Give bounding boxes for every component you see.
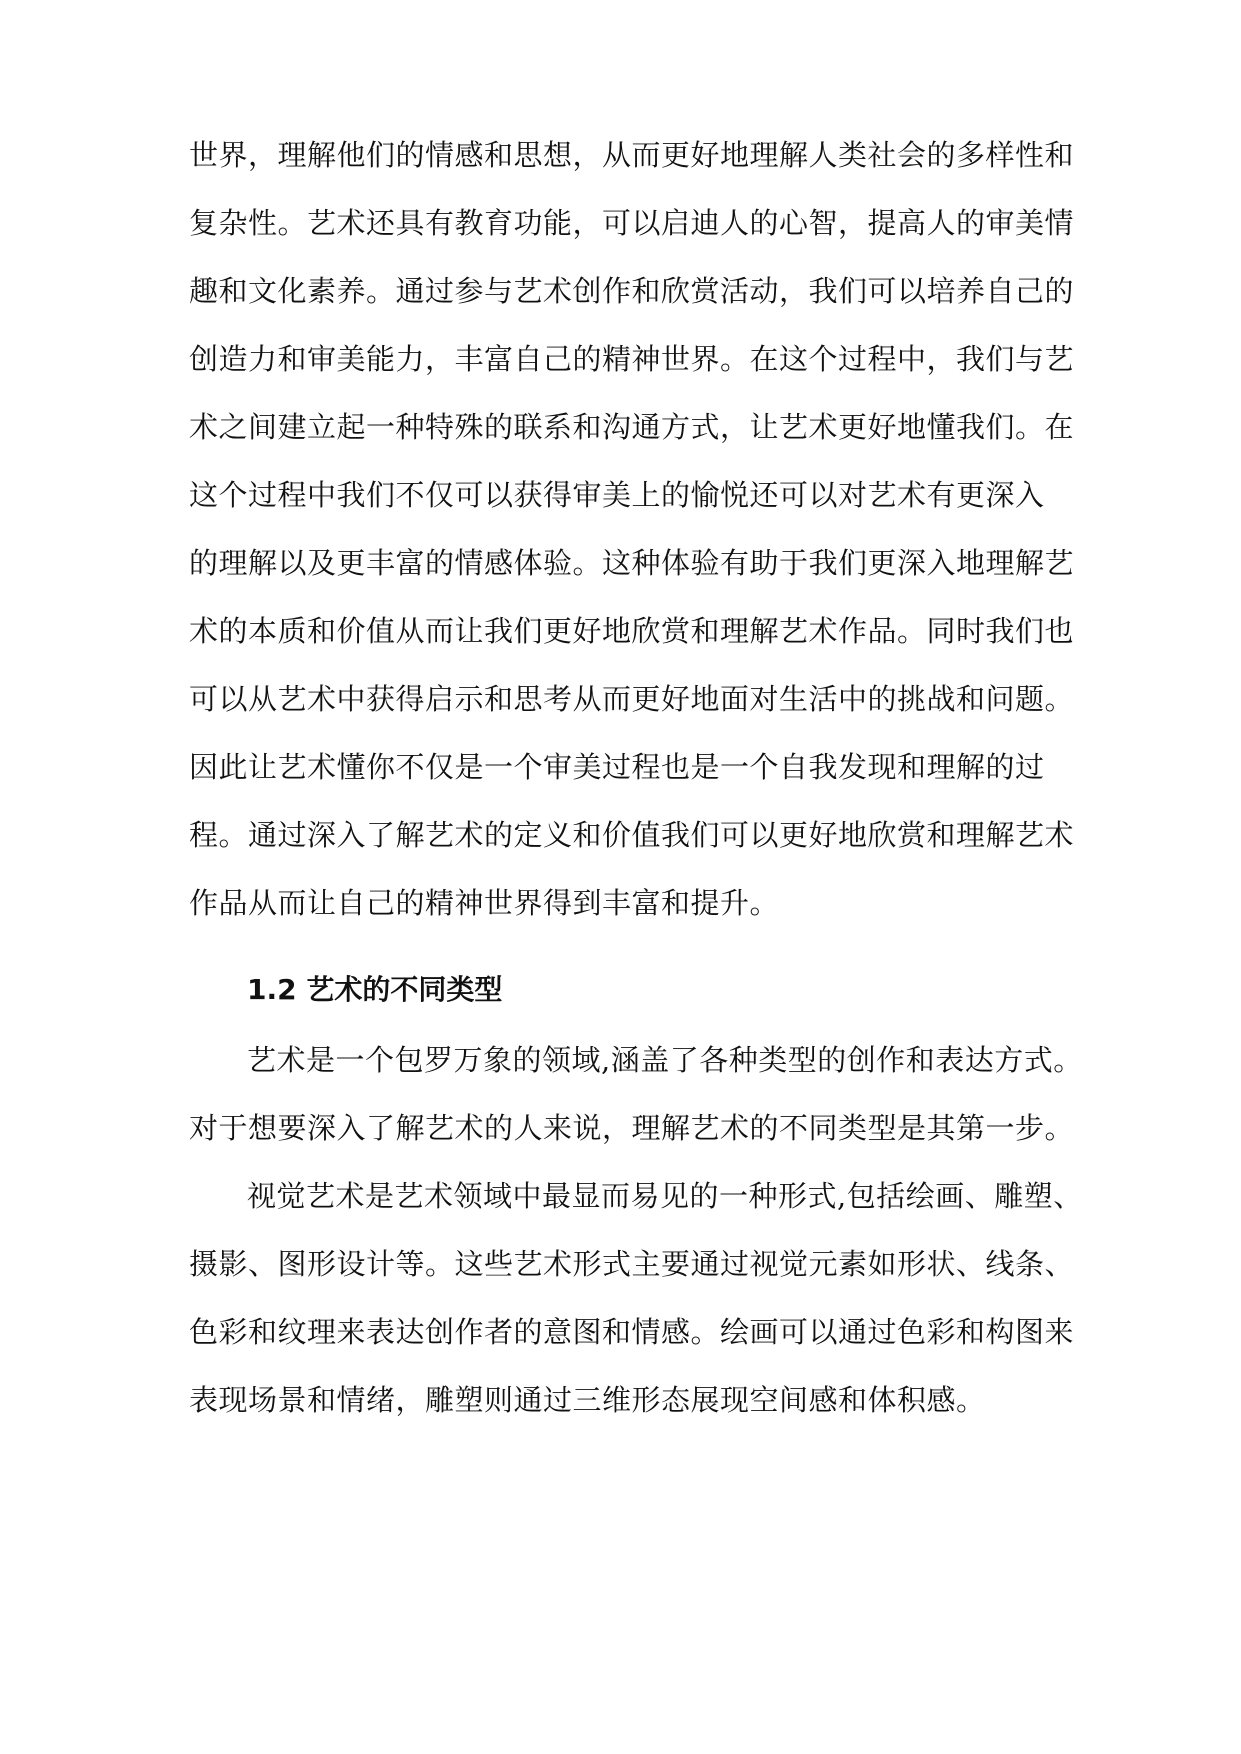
text-line: 可以从艺术中获得启示和思考从而更好地面对生活中的挑战和问题。 xyxy=(189,682,1075,716)
text-line: 趣和文化素养。通过参与艺术创作和欣赏活动，我们可以培养自己的 xyxy=(189,274,1075,308)
text-line: 复杂性。艺术还具有教育功能，可以启迪人的心智，提高人的审美情 xyxy=(189,206,1075,240)
text-line: 创造力和审美能力，丰富自己的精神世界。在这个过程中，我们与艺 xyxy=(189,342,1075,376)
text-line: 艺术是一个包罗万象的领域,涵盖了各种类型的创作和表达方式。 xyxy=(247,1043,1083,1077)
text-line: 视觉艺术是艺术领域中最显而易见的一种形式,包括绘画、雕塑、 xyxy=(247,1179,1083,1213)
text-line: 世界，理解他们的情感和思想，从而更好地理解人类社会的多样性和 xyxy=(189,138,1075,172)
text-line: 色彩和纹理来表达创作者的意图和情感。绘画可以通过色彩和构图来 xyxy=(189,1315,1075,1349)
text-line: 表现场景和情绪，雕塑则通过三维形态展现空间感和体积感。 xyxy=(189,1383,986,1417)
section-heading: 1.2 艺术的不同类型 xyxy=(247,973,503,1006)
text-line: 作品从而让自己的精神世界得到丰富和提升。 xyxy=(189,886,780,920)
text-line: 程。通过深入了解艺术的定义和价值我们可以更好地欣赏和理解艺术 xyxy=(189,818,1075,852)
text-line: 因此让艺术懂你不仅是一个审美过程也是一个自我发现和理解的过 xyxy=(189,750,1045,784)
text-line: 术之间建立起一种特殊的联系和沟通方式，让艺术更好地懂我们。在 xyxy=(189,410,1075,444)
text-line: 术的本质和价值从而让我们更好地欣赏和理解艺术作品。同时我们也 xyxy=(189,614,1075,648)
text-line: 的理解以及更丰富的情感体验。这种体验有助于我们更深入地理解艺 xyxy=(189,546,1075,580)
text-line: 对于想要深入了解艺术的人来说，理解艺术的不同类型是其第一步。 xyxy=(189,1111,1075,1145)
text-line: 摄影、图形设计等。这些艺术形式主要通过视觉元素如形状、线条、 xyxy=(189,1247,1075,1281)
text-line: 这个过程中我们不仅可以获得审美上的愉悦还可以对艺术有更深入 xyxy=(189,478,1045,512)
